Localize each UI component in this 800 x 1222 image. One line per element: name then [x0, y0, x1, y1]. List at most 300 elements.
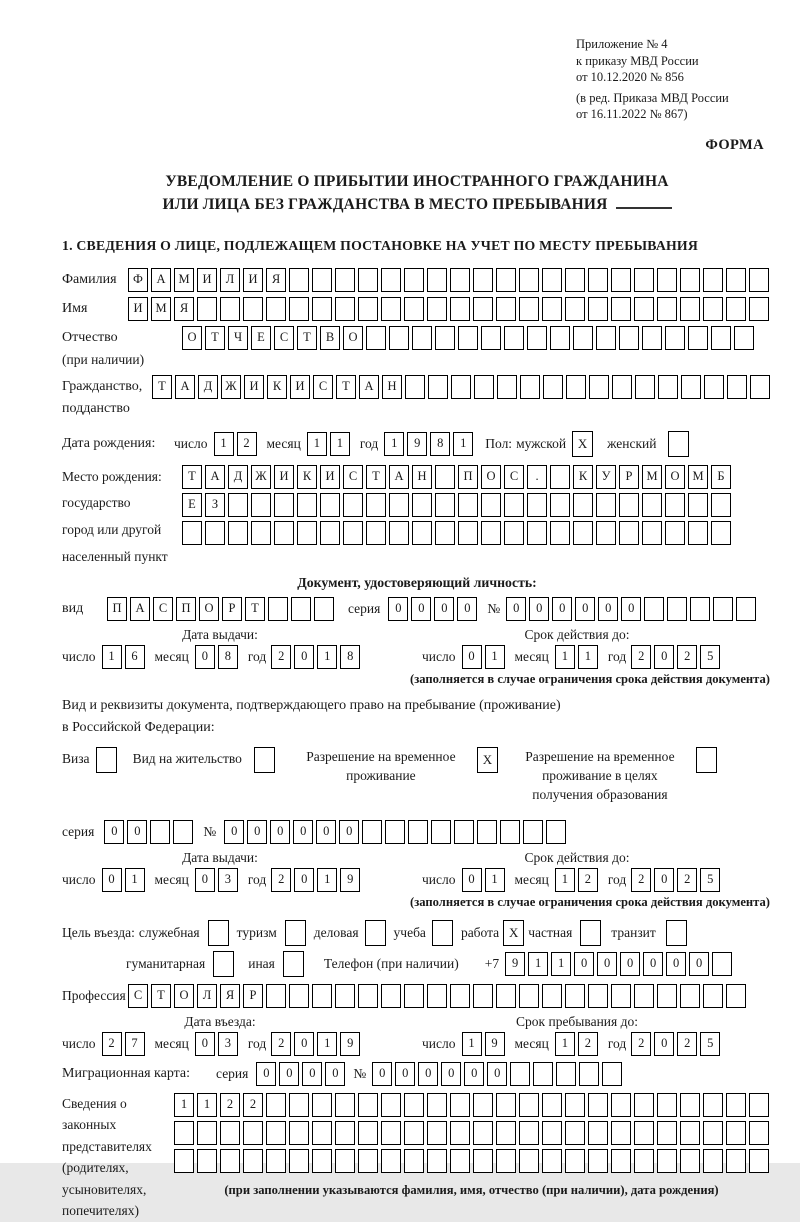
iddoc-valid-day[interactable]	[462, 645, 505, 669]
form-cell[interactable]	[704, 375, 724, 399]
form-cell[interactable]	[634, 268, 654, 292]
phone-cells[interactable]	[505, 952, 732, 976]
form-cell[interactable]	[404, 268, 424, 292]
form-cell[interactable]	[519, 1149, 539, 1173]
form-cell[interactable]	[749, 268, 769, 292]
form-cell[interactable]	[644, 597, 664, 621]
form-cell[interactable]	[749, 1121, 769, 1145]
form-cell[interactable]	[542, 1121, 562, 1145]
form-cell[interactable]	[266, 984, 286, 1008]
form-cell[interactable]: О	[182, 326, 202, 350]
citizenship-cells[interactable]	[152, 375, 770, 399]
form-cell[interactable]	[657, 984, 677, 1008]
form-cell[interactable]: 0	[464, 1062, 484, 1086]
purpose-inaya-checkbox[interactable]	[283, 951, 304, 977]
form-cell[interactable]: 2	[631, 868, 651, 892]
form-cell[interactable]	[703, 268, 723, 292]
form-cell[interactable]: Т	[152, 375, 172, 399]
form-cell[interactable]	[658, 375, 678, 399]
form-cell[interactable]	[454, 820, 474, 844]
form-cell[interactable]: 1	[528, 952, 548, 976]
form-cell[interactable]	[473, 268, 493, 292]
birth-month-cells[interactable]	[307, 432, 350, 456]
form-cell[interactable]	[174, 1121, 194, 1145]
form-cell[interactable]	[335, 1093, 355, 1117]
form-cell[interactable]	[504, 521, 524, 545]
form-cell[interactable]: 0	[316, 820, 336, 844]
purpose-delovaya-checkbox[interactable]	[365, 920, 386, 946]
form-cell[interactable]	[619, 493, 639, 517]
form-cell[interactable]: 0	[666, 952, 686, 976]
form-cell[interactable]: 2	[271, 645, 291, 669]
form-cell[interactable]	[596, 521, 616, 545]
form-cell[interactable]	[427, 1149, 447, 1173]
form-cell[interactable]: 1	[125, 868, 145, 892]
form-cell[interactable]: 1	[317, 1032, 337, 1056]
form-cell[interactable]: Е	[251, 326, 271, 350]
form-cell[interactable]: 0	[195, 645, 215, 669]
form-cell[interactable]	[343, 521, 363, 545]
permit-issue-month[interactable]	[195, 868, 238, 892]
form-cell[interactable]	[450, 268, 470, 292]
form-cell[interactable]: 0	[195, 868, 215, 892]
form-cell[interactable]	[642, 493, 662, 517]
form-cell[interactable]: 0	[418, 1062, 438, 1086]
form-cell[interactable]	[450, 984, 470, 1008]
form-cell[interactable]: 2	[578, 1032, 598, 1056]
form-cell[interactable]	[366, 493, 386, 517]
form-cell[interactable]	[727, 375, 747, 399]
form-cell[interactable]: X	[572, 431, 593, 457]
form-cell[interactable]: 3	[218, 1032, 238, 1056]
form-cell[interactable]	[665, 521, 685, 545]
form-cell[interactable]: Ч	[228, 326, 248, 350]
form-cell[interactable]	[473, 1121, 493, 1145]
form-cell[interactable]: Н	[412, 465, 432, 489]
form-cell[interactable]: А	[130, 597, 150, 621]
form-cell[interactable]	[611, 297, 631, 321]
form-cell[interactable]	[312, 1093, 332, 1117]
form-cell[interactable]	[451, 375, 471, 399]
form-cell[interactable]	[435, 493, 455, 517]
form-cell[interactable]	[289, 1149, 309, 1173]
form-cell[interactable]: Т	[297, 326, 317, 350]
form-cell[interactable]	[343, 493, 363, 517]
form-cell[interactable]: 0	[620, 952, 640, 976]
form-cell[interactable]	[688, 521, 708, 545]
permit-valid-day[interactable]	[462, 868, 505, 892]
form-cell[interactable]	[314, 597, 334, 621]
form-cell[interactable]: Л	[220, 268, 240, 292]
form-cell[interactable]: 1	[551, 952, 571, 976]
form-cell[interactable]: 1	[485, 645, 505, 669]
form-cell[interactable]: 2	[677, 1032, 697, 1056]
form-cell[interactable]: С	[343, 465, 363, 489]
form-cell[interactable]: 2	[220, 1093, 240, 1117]
edu-permit-checkbox[interactable]	[696, 747, 717, 773]
form-cell[interactable]: 2	[631, 1032, 651, 1056]
male-checkbox[interactable]	[572, 431, 593, 457]
form-cell[interactable]: 0	[195, 1032, 215, 1056]
form-cell[interactable]	[458, 521, 478, 545]
form-cell[interactable]	[389, 493, 409, 517]
profession-cells[interactable]	[128, 984, 746, 1008]
form-cell[interactable]: 1	[317, 868, 337, 892]
form-cell[interactable]: 0	[302, 1062, 322, 1086]
form-cell[interactable]	[712, 952, 732, 976]
entry-year[interactable]	[271, 1032, 360, 1056]
form-cell[interactable]	[335, 297, 355, 321]
form-cell[interactable]	[680, 1121, 700, 1145]
form-cell[interactable]: 0	[529, 597, 549, 621]
form-cell[interactable]	[404, 1149, 424, 1173]
patronymic-cells[interactable]	[182, 326, 754, 350]
form-cell[interactable]: 2	[271, 868, 291, 892]
form-cell[interactable]	[289, 268, 309, 292]
form-cell[interactable]	[435, 521, 455, 545]
form-cell[interactable]	[665, 493, 685, 517]
form-cell[interactable]	[289, 984, 309, 1008]
form-cell[interactable]	[703, 1149, 723, 1173]
form-cell[interactable]	[680, 1149, 700, 1173]
form-cell[interactable]: М	[688, 465, 708, 489]
form-cell[interactable]: 0	[462, 645, 482, 669]
form-cell[interactable]	[527, 521, 547, 545]
form-cell[interactable]: 8	[218, 645, 238, 669]
form-cell[interactable]	[473, 297, 493, 321]
form-cell[interactable]	[366, 521, 386, 545]
form-cell[interactable]: 9	[407, 432, 427, 456]
form-cell[interactable]	[289, 297, 309, 321]
form-cell[interactable]	[703, 297, 723, 321]
form-cell[interactable]	[450, 1121, 470, 1145]
form-cell[interactable]	[427, 297, 447, 321]
form-cell[interactable]: 0	[395, 1062, 415, 1086]
form-cell[interactable]	[496, 984, 516, 1008]
form-cell[interactable]	[481, 521, 501, 545]
form-cell[interactable]: 0	[293, 820, 313, 844]
form-cell[interactable]	[320, 493, 340, 517]
iddoc-number-cells[interactable]	[506, 597, 756, 621]
form-cell[interactable]	[197, 297, 217, 321]
form-cell[interactable]: 1	[555, 645, 575, 669]
form-cell[interactable]	[289, 1121, 309, 1145]
form-cell[interactable]	[542, 297, 562, 321]
residence-checkbox[interactable]	[254, 747, 275, 773]
form-cell[interactable]	[220, 297, 240, 321]
purpose-tranzit-checkbox[interactable]	[666, 920, 687, 946]
form-cell[interactable]: 2	[102, 1032, 122, 1056]
form-cell[interactable]	[381, 297, 401, 321]
form-cell[interactable]: 0	[294, 1032, 314, 1056]
form-cell[interactable]: Е	[182, 493, 202, 517]
purpose-gumanitarnaya-checkbox[interactable]	[213, 951, 234, 977]
form-cell[interactable]	[634, 1121, 654, 1145]
form-cell[interactable]	[519, 297, 539, 321]
form-cell[interactable]: 0	[654, 868, 674, 892]
iddoc-issue-day[interactable]	[102, 645, 145, 669]
form-cell[interactable]: 1	[485, 868, 505, 892]
form-cell[interactable]	[619, 326, 639, 350]
form-cell[interactable]	[312, 268, 332, 292]
form-cell[interactable]	[711, 493, 731, 517]
form-cell[interactable]: 0	[279, 1062, 299, 1086]
form-cell[interactable]: А	[175, 375, 195, 399]
form-cell[interactable]	[197, 1149, 217, 1173]
form-cell[interactable]	[657, 1149, 677, 1173]
form-cell[interactable]: Б	[711, 465, 731, 489]
form-cell[interactable]: Р	[243, 984, 263, 1008]
form-cell[interactable]	[208, 920, 229, 946]
form-cell[interactable]	[565, 268, 585, 292]
purpose-sluzhebnaya-checkbox[interactable]	[208, 920, 229, 946]
form-cell[interactable]	[542, 1093, 562, 1117]
form-cell[interactable]	[703, 1121, 723, 1145]
form-cell[interactable]: М	[174, 268, 194, 292]
permit-number-cells[interactable]	[224, 820, 566, 844]
representatives-cells-2[interactable]	[174, 1121, 769, 1145]
form-cell[interactable]	[473, 1149, 493, 1173]
form-cell[interactable]	[688, 326, 708, 350]
form-cell[interactable]	[726, 1121, 746, 1145]
form-cell[interactable]	[634, 1093, 654, 1117]
form-cell[interactable]	[412, 326, 432, 350]
form-cell[interactable]: 2	[677, 645, 697, 669]
form-cell[interactable]: Ж	[251, 465, 271, 489]
form-cell[interactable]	[611, 268, 631, 292]
form-cell[interactable]	[711, 326, 731, 350]
form-cell[interactable]	[696, 747, 717, 773]
form-cell[interactable]: И	[243, 268, 263, 292]
iddoc-type-cells[interactable]	[107, 597, 334, 621]
form-cell[interactable]	[358, 1121, 378, 1145]
form-cell[interactable]: А	[205, 465, 225, 489]
form-cell[interactable]	[588, 1121, 608, 1145]
form-cell[interactable]	[749, 1149, 769, 1173]
form-cell[interactable]	[642, 521, 662, 545]
form-cell[interactable]	[358, 984, 378, 1008]
form-cell[interactable]: В	[320, 326, 340, 350]
form-cell[interactable]: 1	[307, 432, 327, 456]
form-cell[interactable]	[405, 375, 425, 399]
form-cell[interactable]	[251, 493, 271, 517]
form-cell[interactable]	[481, 493, 501, 517]
form-cell[interactable]	[450, 297, 470, 321]
form-cell[interactable]: А	[359, 375, 379, 399]
form-cell[interactable]: С	[274, 326, 294, 350]
form-cell[interactable]	[266, 1149, 286, 1173]
form-cell[interactable]	[612, 375, 632, 399]
form-cell[interactable]	[527, 326, 547, 350]
form-cell[interactable]	[642, 326, 662, 350]
form-cell[interactable]	[358, 268, 378, 292]
form-cell[interactable]	[527, 493, 547, 517]
form-cell[interactable]: Т	[182, 465, 202, 489]
form-cell[interactable]: 2	[271, 1032, 291, 1056]
form-cell[interactable]	[734, 326, 754, 350]
form-cell[interactable]	[668, 431, 689, 457]
form-cell[interactable]	[749, 297, 769, 321]
form-cell[interactable]	[474, 375, 494, 399]
form-cell[interactable]	[266, 297, 286, 321]
form-cell[interactable]	[750, 375, 770, 399]
form-cell[interactable]	[519, 1093, 539, 1117]
form-cell[interactable]: Д	[228, 465, 248, 489]
form-cell[interactable]	[496, 1149, 516, 1173]
form-cell[interactable]: 5	[700, 868, 720, 892]
form-cell[interactable]: 2	[677, 868, 697, 892]
visa-checkbox[interactable]	[96, 747, 117, 773]
form-cell[interactable]: 0	[575, 597, 595, 621]
form-cell[interactable]: М	[151, 297, 171, 321]
form-cell[interactable]: Р	[222, 597, 242, 621]
form-cell[interactable]: К	[297, 465, 317, 489]
form-cell[interactable]: И	[320, 465, 340, 489]
form-cell[interactable]	[428, 375, 448, 399]
form-cell[interactable]	[580, 920, 601, 946]
form-cell[interactable]	[635, 375, 655, 399]
form-cell[interactable]: 1	[578, 645, 598, 669]
form-cell[interactable]	[266, 1093, 286, 1117]
form-cell[interactable]: Д	[198, 375, 218, 399]
form-cell[interactable]: 0	[339, 820, 359, 844]
form-cell[interactable]	[427, 1121, 447, 1145]
form-cell[interactable]: 1	[453, 432, 473, 456]
form-cell[interactable]	[404, 984, 424, 1008]
form-cell[interactable]	[680, 984, 700, 1008]
form-cell[interactable]	[473, 984, 493, 1008]
form-cell[interactable]: 0	[462, 868, 482, 892]
form-cell[interactable]	[573, 521, 593, 545]
form-cell[interactable]: Я	[174, 297, 194, 321]
migration-series-cells[interactable]	[256, 1062, 345, 1086]
form-cell[interactable]	[611, 984, 631, 1008]
birth-day-cells[interactable]	[214, 432, 257, 456]
form-cell[interactable]	[657, 1093, 677, 1117]
iddoc-valid-month[interactable]	[555, 645, 598, 669]
form-cell[interactable]	[450, 1093, 470, 1117]
form-cell[interactable]	[404, 1093, 424, 1117]
temp-permit-checkbox[interactable]	[477, 747, 498, 773]
form-cell[interactable]: 0	[388, 597, 408, 621]
form-cell[interactable]: 0	[102, 868, 122, 892]
form-cell[interactable]: 0	[487, 1062, 507, 1086]
form-cell[interactable]: 2	[237, 432, 257, 456]
form-cell[interactable]	[182, 521, 202, 545]
form-cell[interactable]: 1	[330, 432, 350, 456]
form-cell[interactable]	[726, 297, 746, 321]
form-cell[interactable]: Я	[266, 268, 286, 292]
form-cell[interactable]	[335, 984, 355, 1008]
form-cell[interactable]	[427, 268, 447, 292]
female-checkbox[interactable]	[668, 431, 689, 457]
migration-number-cells[interactable]	[372, 1062, 622, 1086]
form-cell[interactable]	[726, 268, 746, 292]
form-cell[interactable]	[634, 984, 654, 1008]
form-cell[interactable]	[362, 820, 382, 844]
form-cell[interactable]: .	[527, 465, 547, 489]
form-cell[interactable]	[680, 1093, 700, 1117]
form-cell[interactable]	[573, 326, 593, 350]
purpose-turizm-checkbox[interactable]	[285, 920, 306, 946]
form-cell[interactable]: 0	[294, 868, 314, 892]
form-cell[interactable]	[519, 268, 539, 292]
form-cell[interactable]	[588, 984, 608, 1008]
form-cell[interactable]	[565, 1093, 585, 1117]
form-cell[interactable]	[542, 1149, 562, 1173]
form-cell[interactable]	[291, 597, 311, 621]
form-cell[interactable]: 8	[340, 645, 360, 669]
form-cell[interactable]	[565, 297, 585, 321]
form-cell[interactable]: 2	[243, 1093, 263, 1117]
form-cell[interactable]	[228, 493, 248, 517]
form-cell[interactable]	[588, 1093, 608, 1117]
form-cell[interactable]	[657, 1121, 677, 1145]
form-cell[interactable]: А	[389, 465, 409, 489]
form-cell[interactable]	[381, 268, 401, 292]
iddoc-valid-year[interactable]	[631, 645, 720, 669]
form-cell[interactable]	[681, 375, 701, 399]
form-cell[interactable]	[312, 297, 332, 321]
form-cell[interactable]: 1	[197, 1093, 217, 1117]
entry-day[interactable]	[102, 1032, 145, 1056]
form-cell[interactable]: 0	[574, 952, 594, 976]
form-cell[interactable]	[611, 1121, 631, 1145]
permit-issue-year[interactable]	[271, 868, 360, 892]
form-cell[interactable]: 1	[555, 868, 575, 892]
form-cell[interactable]: 9	[505, 952, 525, 976]
form-cell[interactable]	[285, 920, 306, 946]
form-cell[interactable]	[504, 326, 524, 350]
representatives-cells-1[interactable]	[174, 1093, 769, 1117]
form-cell[interactable]: 3	[218, 868, 238, 892]
form-cell[interactable]: 0	[654, 645, 674, 669]
form-cell[interactable]	[243, 297, 263, 321]
form-cell[interactable]	[205, 521, 225, 545]
form-cell[interactable]: И	[244, 375, 264, 399]
form-cell[interactable]: 0	[643, 952, 663, 976]
form-cell[interactable]: Ж	[221, 375, 241, 399]
form-cell[interactable]: О	[174, 984, 194, 1008]
form-cell[interactable]: С	[128, 984, 148, 1008]
permit-series-cells[interactable]	[104, 820, 193, 844]
form-cell[interactable]	[520, 375, 540, 399]
birth-year-cells[interactable]	[384, 432, 473, 456]
form-cell[interactable]: 0	[689, 952, 709, 976]
form-cell[interactable]	[297, 493, 317, 517]
form-cell[interactable]: 0	[621, 597, 641, 621]
form-cell[interactable]	[312, 1149, 332, 1173]
form-cell[interactable]	[473, 1093, 493, 1117]
form-cell[interactable]: 0	[457, 597, 477, 621]
form-cell[interactable]: 8	[430, 432, 450, 456]
birthplace-cells-3[interactable]	[182, 521, 731, 545]
form-cell[interactable]	[566, 375, 586, 399]
form-cell[interactable]	[588, 297, 608, 321]
form-cell[interactable]	[266, 1121, 286, 1145]
form-cell[interactable]	[496, 1093, 516, 1117]
form-cell[interactable]: 0	[598, 597, 618, 621]
form-cell[interactable]: О	[343, 326, 363, 350]
form-cell[interactable]: 7	[125, 1032, 145, 1056]
name-cells[interactable]	[128, 297, 769, 321]
form-cell[interactable]: П	[176, 597, 196, 621]
form-cell[interactable]: 1	[214, 432, 234, 456]
form-cell[interactable]: И	[274, 465, 294, 489]
form-cell[interactable]: Т	[245, 597, 265, 621]
form-cell[interactable]	[665, 326, 685, 350]
form-cell[interactable]	[611, 1093, 631, 1117]
